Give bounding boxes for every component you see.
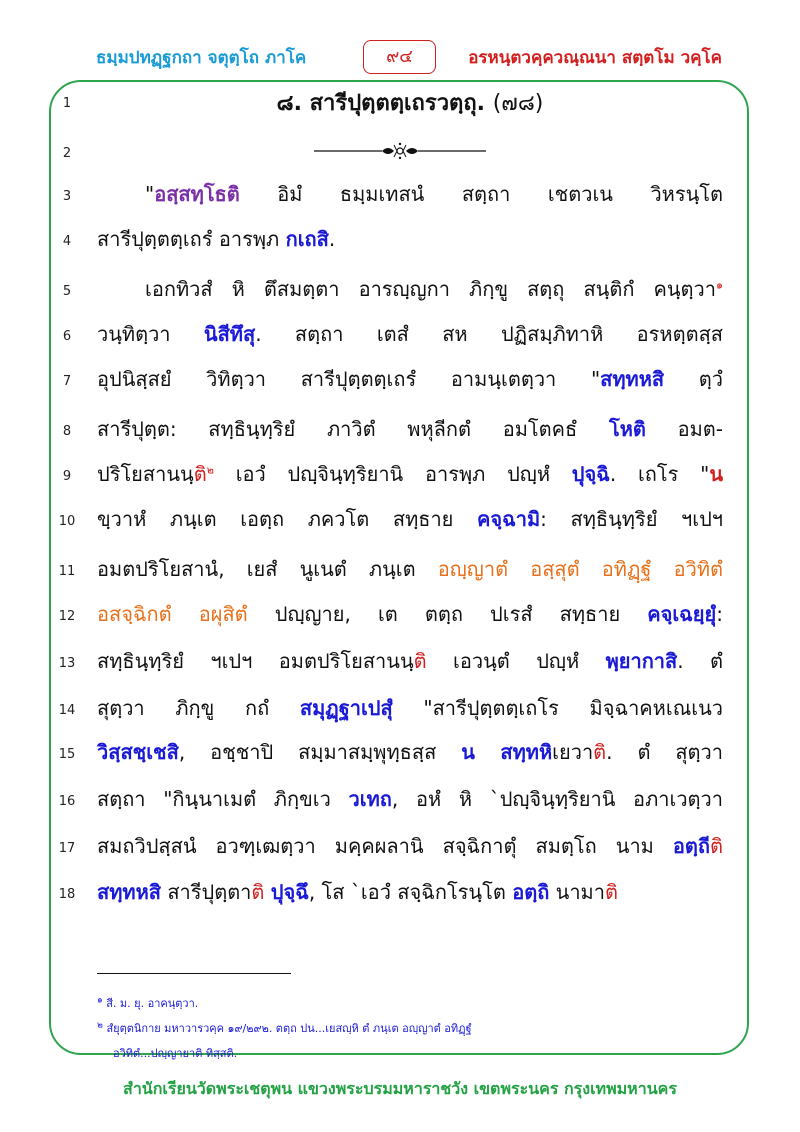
footnote-1: $^๑$ สี. ม. ยุ. อาคนฺตฺวา. (97, 995, 199, 1010)
text-line-5: เอกทิวสํ หิ ตึสมตฺตา อารญฺญกา ภิกฺขู สตฺถุ สนฺติกํ คนฺตฺวา$^๑$ (145, 277, 723, 301)
attribute-highlight: อญฺญาตํ อสฺสุตํ อทิฏฺฐํ อวิทิตํ (437, 557, 723, 581)
footnote-separator (97, 973, 291, 974)
negation-highlight: น (709, 462, 724, 486)
line-number: 4 (62, 234, 72, 249)
iti-marker: ติ (251, 880, 265, 904)
text-line-8: สารีปุตฺต: สทฺธินฺทฺริยํ ภาวิตํ พหุลีกตํ อมโตคธํ โหติ อมต- (97, 417, 723, 441)
running-header-left: ธมฺมปทฏฺฐกถา จตุตฺโถ ภาโค (96, 48, 307, 68)
verb-highlight: วเทถ (348, 787, 392, 811)
line-number: 15 (58, 747, 76, 762)
text-line-12: อสจฺฉิกตํ อผุสิตํ ปญฺญาย, เต ตตฺถ ปเรสํ สทฺธาย คจฺเฉยฺยุํ: (97, 602, 723, 626)
footnote-ref: ๑ (716, 278, 723, 292)
line-number: 12 (58, 609, 76, 624)
text-line-10: ขฺวาหํ ภนฺเต เอตฺถ ภควโต สทฺธาย คจฺฉามิ: สทฺธินฺทฺริยํ ฯเปฯ (97, 507, 723, 531)
footnote-2-continued: อวิทิตํ...ปญฺญายาติ ทิสฺสติ. (113, 1047, 238, 1060)
iti-marker: ติ (593, 740, 607, 764)
line-number: 3 (62, 189, 72, 204)
text-line-18: สทฺทหสิ สารีปุตฺตาติ ปุจฺฉึ, โส `เอวํ สจฺฉิกโรนฺโต อตฺถิ นามาติ (97, 880, 618, 904)
text-line-13: สทฺธินฺทฺริยํ ฯเปฯ อมตปริโยสานนฺติ เอวนฺตํ ปญฺหํ พฺยากาสิ. ตํ (97, 649, 724, 673)
text-line-4: สารีปุตฺตตฺเถรํ อารพฺภ กเถสิ. (97, 227, 336, 251)
verb-highlight: น สทฺทหิ (461, 740, 553, 764)
line-number: 18 (58, 887, 76, 902)
line-number: 6 (62, 329, 72, 344)
line-number: 14 (58, 703, 76, 718)
line-number: 7 (62, 374, 72, 389)
story-number: (๗๘) (492, 91, 544, 116)
verb-highlight: คจฺฉามิ (477, 507, 541, 531)
iti-marker: ฺติ (413, 649, 427, 673)
verb-highlight: โหติ (608, 417, 646, 441)
publisher-footer: สำนักเรียนวัดพระเชตุพน แขวงพระบรมมหาราชวัง เขตพระนคร กรุงเทพมหานคร (123, 1079, 677, 1098)
verb-highlight: ปุจฺฉึ (270, 880, 309, 904)
story-title-text: ๘. สารีปุตฺตตฺเถรวตฺถุ. (276, 91, 486, 116)
line-number: 9 (62, 469, 72, 484)
verb-highlight: สทฺทหสิ (97, 880, 161, 904)
iti-marker: ติ (710, 834, 723, 858)
verb-highlight: คจฺเฉยฺยุํ (647, 602, 717, 626)
page-number: ๙๔ (363, 40, 436, 74)
text-line-7: อุปนิสฺสยํ วิทิตฺวา สารีปุตฺตตฺเถรํ อามนฺเตตฺวา "สทฺทหสิ ตฺวํ (97, 367, 723, 391)
verb-highlight: สมุฏฺฐาเปสุํ (299, 696, 393, 720)
line-number: 11 (58, 564, 76, 579)
line-number: 10 (58, 514, 76, 529)
attribute-highlight: อสจฺฉิกตํ อผุสิตํ (97, 602, 248, 626)
verb-highlight: สทฺทหสิ (600, 367, 665, 391)
text-line-15: วิสฺสชฺเชสิ, อชฺชาปิ สมฺมาสมฺพุทฺธสฺส น สทฺทหิเยวาติ. ตํ สุตฺวา (97, 740, 723, 764)
verb-highlight: กเถสิ (285, 227, 329, 251)
iti-marker: ติ (193, 462, 207, 486)
line-number: 8 (62, 424, 72, 439)
verb-highlight: ปุจฺฉิ (571, 462, 610, 486)
line-number: 17 (58, 841, 76, 856)
running-header-right: อรหนฺตวคฺควณฺณนา สตฺตโม วคฺโค (468, 48, 722, 68)
line-number: 13 (58, 656, 76, 671)
verb-highlight: นิสีทึสุ (203, 322, 256, 346)
verb-highlight: พฺยากาสิ (605, 649, 678, 673)
line-number: 5 (62, 284, 72, 299)
text-line-17: สมถวิปสฺสนํ อวฑฺเฒตฺวา มคฺคผลานิ สจฺฉิกาตุํ สมตฺโถ นาม อตฺถีติ (97, 834, 723, 858)
iti-marker: ติ (604, 880, 618, 904)
story-title (97, 84, 723, 124)
text-line-14: สุตฺวา ภิกฺขู กถํ สมุฏฺฐาเปสุํ "สารีปุตฺตตฺเถโร มิจฺฉาคหเณเนว (97, 696, 723, 720)
text-line-9: ปริโยสานนฺติ$^๒$ เอวํ ปญฺจินฺทฺริยานิ อารพฺภ ปญฺหํ ปุจฺฉิ. เถโร "น (97, 462, 724, 486)
text-line-6: วนฺทิตฺวา นิสีทึสุ. สตฺถา เตสํ สห ปฏิสมฺภิทาหิ อรหตฺตสฺส (97, 322, 723, 346)
footnote-2: $^๒$ สํยุตฺตนิกาย มหาวารวคฺค ๑๙/๒๙๒. ตตฺถ ปน...เยสญฺหิ ตํ ภนฺเต อญฺญาตํ อทิฏฺฐํ (97, 1020, 472, 1035)
verb-highlight: อตฺถิ (512, 880, 550, 904)
ornament-divider-icon (310, 140, 490, 162)
text-line-3: "อสฺสทฺโธติ อิมํ ธมฺมเทสนํ สตฺถา เชตวเน วิหรนฺโต (145, 182, 723, 206)
verb-highlight: อตฺถี (672, 834, 710, 858)
text-line-16: สตฺถา "กินฺนาเมตํ ภิกฺขเว วเทถ, อหํ หิ `ปญฺจินฺทฺริยานิ อภาเวตฺวา (97, 787, 724, 811)
subject-word: อสฺสทฺโธติ (154, 182, 240, 206)
line-number: 16 (58, 794, 76, 809)
line-number: 2 (62, 146, 72, 161)
verb-highlight: วิสฺสชฺเชสิ (97, 740, 179, 764)
text-line-11: อมตปริโยสานํ, เยสํ นูเนตํ ภนฺเต อญฺญาตํ อสฺสุตํ อทิฏฺฐํ อวิทิตํ (97, 557, 723, 581)
footnote-ref: ๒ (206, 463, 214, 477)
line-number: 1 (62, 96, 72, 111)
